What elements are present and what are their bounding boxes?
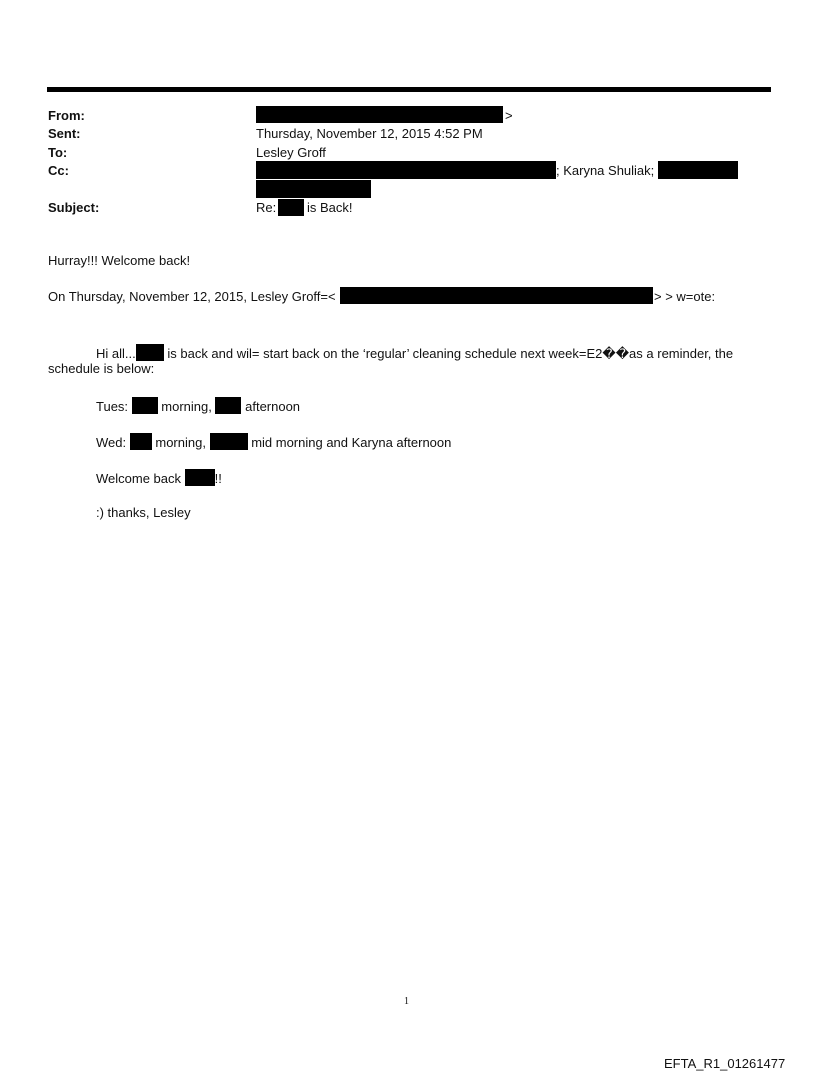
sent-label: Sent: bbox=[48, 126, 81, 141]
welcome-back-line bbox=[96, 469, 222, 486]
redaction-subject bbox=[278, 199, 304, 216]
tues-afternoon: afternoon bbox=[245, 399, 301, 414]
wed-rest: mid morning and Karyna afternoon bbox=[251, 435, 452, 450]
from-label: From: bbox=[48, 108, 85, 123]
welcome-back-text: Welcome back bbox=[96, 471, 182, 486]
subject-label: Subject: bbox=[48, 200, 100, 215]
redaction-wed-1 bbox=[130, 433, 152, 450]
paragraph-line-1 bbox=[96, 344, 733, 362]
redaction-tues-1 bbox=[132, 397, 158, 414]
cc-label: Cc: bbox=[48, 163, 69, 178]
tues-line bbox=[96, 397, 300, 414]
redaction-name-1 bbox=[136, 344, 164, 361]
subject-prefix: Re: bbox=[256, 200, 277, 215]
from-suffix: > bbox=[505, 108, 513, 123]
page-number: 1 bbox=[404, 996, 409, 1007]
redaction-email bbox=[340, 287, 653, 304]
cc-value-mid: ; Karyna Shuliak; bbox=[556, 163, 655, 178]
paragraph-line-2: schedule is below: bbox=[48, 361, 155, 376]
subject-suffix: is Back! bbox=[307, 200, 353, 215]
quote-intro-prefix: On Thursday, November 12, 2015, Lesley Groff=< bbox=[48, 289, 336, 304]
bates-number: EFTA_R1_01261477 bbox=[664, 1056, 786, 1071]
wed-line bbox=[96, 433, 451, 450]
tues-label: Tues: bbox=[96, 399, 129, 414]
signoff-line: :) thanks, Lesley bbox=[96, 505, 191, 520]
wed-morning: morning, bbox=[155, 435, 206, 450]
to-value: Lesley Groff bbox=[256, 145, 326, 160]
redaction-tues-2 bbox=[215, 397, 241, 414]
to-label: To: bbox=[48, 145, 68, 160]
p1-rest: is back and wil= start back on the ‘regular’ cleaning schedule next week=E2��as a reminder, the bbox=[167, 346, 734, 361]
greeting-line: Hurray!!! Welcome back! bbox=[48, 253, 191, 268]
welcome-exclaim: !! bbox=[214, 471, 222, 486]
redaction-cc-3 bbox=[256, 180, 371, 198]
redaction-wed-2 bbox=[210, 433, 248, 450]
header-rule bbox=[47, 87, 771, 92]
wed-label: Wed: bbox=[96, 435, 127, 450]
p1-start: Hi all... bbox=[96, 346, 136, 361]
redaction-from bbox=[256, 106, 503, 123]
redaction-cc-2 bbox=[658, 161, 738, 179]
tues-morning: morning, bbox=[161, 399, 212, 414]
sent-value: Thursday, November 12, 2015 4:52 PM bbox=[256, 126, 483, 141]
redaction-cc-1 bbox=[256, 161, 556, 179]
quote-intro-suffix: > > w=ote: bbox=[654, 289, 716, 304]
redaction-welcome bbox=[185, 469, 215, 486]
